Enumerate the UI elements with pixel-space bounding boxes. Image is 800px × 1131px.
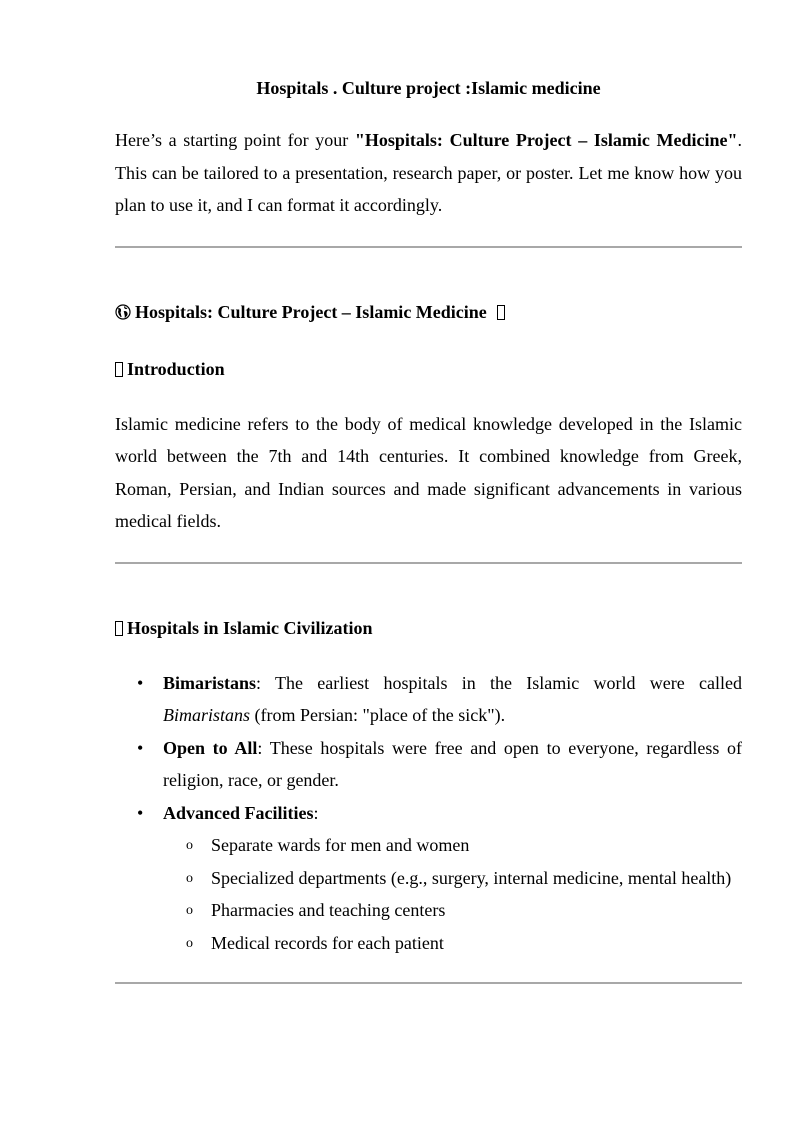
sublist-item-text: Separate wards for men and women <box>211 835 470 855</box>
bullet-icon: • <box>137 737 144 758</box>
main-heading-text: Hospitals: Culture Project – Islamic Medicine <box>135 301 487 322</box>
list-item-term: Open to All <box>163 737 258 758</box>
list-item-text: (from Persian: "place of the sick"). <box>250 705 506 725</box>
hospitals-heading <box>115 612 742 644</box>
sublist-item-text: Specialized departments (e.g., surgery, internal medicine, mental health) <box>211 867 732 888</box>
list-item-text: : <box>313 802 319 823</box>
sublist-item-text: Medical records for each patient <box>211 932 444 953</box>
horizontal-rule <box>115 246 742 248</box>
facilities-sublist <box>163 829 742 959</box>
document-title: Hospitals . Culture project :Islamic medicine <box>256 78 601 98</box>
intro-paragraph <box>115 124 742 222</box>
circle-bullet-icon: o <box>186 903 193 918</box>
horizontal-rule <box>115 562 742 564</box>
horizontal-rule <box>115 982 742 984</box>
introduction-paragraph: Islamic medicine refers to the body of medical knowledge developed in the Islamic world between the 7th and 14th centuries. It combined knowledge from Greek, Roman, Persian, and Indian sources and made significant advancements in various medical fields. <box>115 413 742 531</box>
intro-text-pre: Here’s a starting point for your <box>115 130 355 150</box>
list-item <box>115 797 742 960</box>
missing-glyph-icon <box>497 305 505 320</box>
sublist-item-text: Pharmacies and teaching centers <box>211 900 446 920</box>
list-item-term: Bimaristans <box>163 672 257 693</box>
list-item <box>115 732 742 797</box>
document-content <box>115 72 742 984</box>
list-item-term: Advanced Facilities <box>163 802 314 823</box>
bullet-icon: • <box>137 672 144 693</box>
list-item <box>115 667 742 732</box>
sublist-item <box>115 927 742 960</box>
introduction-heading <box>115 353 742 385</box>
list-item-text: : The earliest hospitals in the Islamic world were called <box>256 672 742 693</box>
intro-text-post: . This can be tailored to a presentation, research paper, or poster. Let me know how you plan to use it, and I can format it accordingly. <box>115 130 742 215</box>
sublist-item <box>115 894 742 927</box>
circle-bullet-icon: o <box>186 870 193 886</box>
sublist-item <box>115 829 742 862</box>
bullet-icon: • <box>137 802 144 823</box>
circle-bullet-icon: o <box>186 935 193 951</box>
main-heading <box>115 296 742 328</box>
circle-bullet-icon: o <box>186 838 193 853</box>
list-item-text: : These hospitals were free and open to everyone, regardless of religion, race, or gender. <box>163 737 743 790</box>
sublist-item <box>115 862 742 895</box>
introduction-heading-text: Introduction <box>127 358 225 379</box>
list-item-italic: Bimaristans <box>163 705 251 725</box>
missing-glyph-icon <box>115 621 123 636</box>
globe-icon <box>115 304 131 320</box>
missing-glyph-icon <box>115 362 123 377</box>
intro-text-bold: "Hospitals: Culture Project – Islamic Medicine" <box>354 130 738 150</box>
hospitals-heading-text: Hospitals in Islamic Civilization <box>127 617 373 638</box>
hospitals-list <box>115 667 742 960</box>
